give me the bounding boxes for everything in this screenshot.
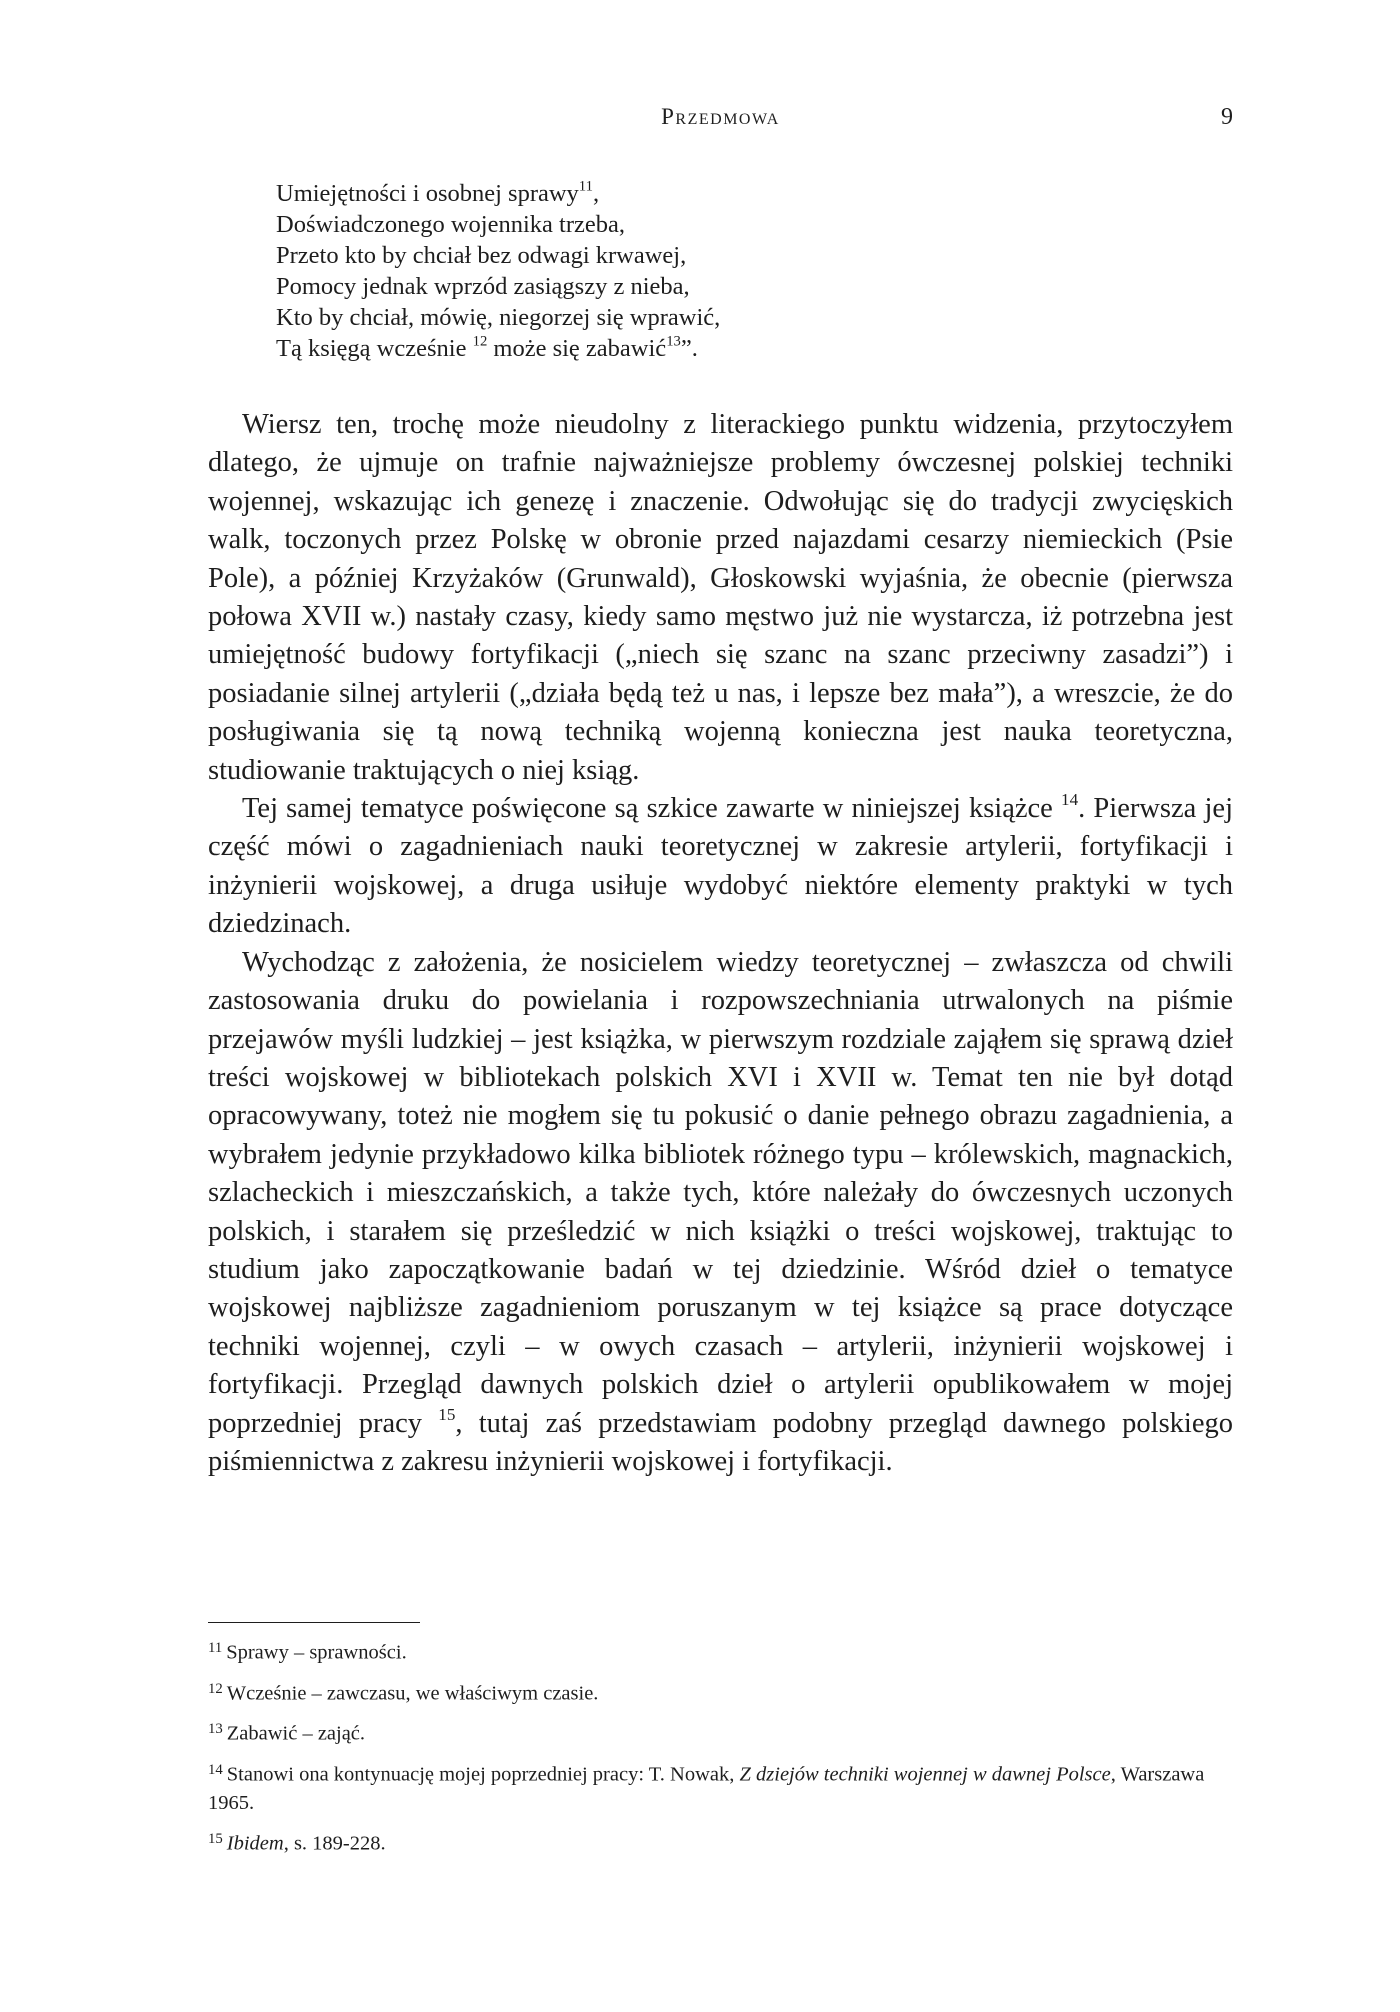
poem-line <box>276 333 1076 364</box>
poem-line-tail: , <box>592 180 600 207</box>
poem-line-tail: może się zabawić <box>487 335 667 362</box>
paragraph: Wiersz ten, trochę może nieudolny z literackiego punktu widzenia, przytoczyłem dlatego, że ujmuje on trafnie najważniejsze problemy ówczesnej polskiej techniki wojennej, wskazując ich genezę i znaczenie. Odwołując się do tradycji zwycięskich walk, toczonych przez Polskę w obronie przed najazdami cesarzy niemieckich (Psie Pole), a później Krzyżaków (Grunwald), Głoskowski wyjaśnia, że obecnie (pierwsza połowa XVII w.) nastały czasy, kiedy samo męstwo już nie wystarcza, iż potrzebna jest umiejętność budowy fortyfikacji („niech się szanc na szanc przeciwny zasadzi”) i posiadanie silnej artylerii („działa będą też u nas, i lepsze bez mała”), a wreszcie, że do posługiwania się tą nową techniką wojenną konieczna jest nauka teoretyczna, studiowanie traktujących o niej ksiąg. <box>208 409 1233 786</box>
running-title: Przedmowa <box>661 104 780 129</box>
footnote <box>208 1756 1233 1817</box>
footnote-separator <box>208 1622 420 1623</box>
footnote-ref[interactable]: 13 <box>666 333 681 350</box>
footnote-ref[interactable]: 11 <box>578 178 593 195</box>
page-number: 9 <box>1221 104 1233 130</box>
footnote <box>208 1675 1233 1708</box>
poem-line <box>276 178 1076 209</box>
footnote <box>208 1825 1233 1858</box>
footnote-number: 13 <box>208 1721 223 1738</box>
footnote-ref[interactable]: 15 <box>438 1404 456 1424</box>
book-title: Z dziejów techniki wojennej w dawnej Polsce <box>739 1763 1111 1786</box>
footnote-text: Zabawić – zająć. <box>226 1722 366 1745</box>
poem-line-text: Umiejętności i osobnej sprawy <box>276 180 579 207</box>
ibidem-label: Ibidem <box>226 1832 284 1855</box>
running-head <box>208 104 1233 134</box>
footnote-text: , s. 189-228. <box>283 1832 386 1855</box>
footnote <box>208 1634 1233 1667</box>
poem-line: Przeto kto by chciał bez odwagi krwawej, <box>276 242 687 269</box>
footnote-number: 12 <box>208 1680 223 1697</box>
footnote <box>208 1715 1233 1748</box>
footnote-text: Sprawy – sprawności. <box>226 1641 407 1664</box>
footnote-number: 15 <box>208 1830 223 1847</box>
footnotes <box>208 1634 1233 1865</box>
footnote-text: Wcześnie – zawczasu, we właściwym czasie. <box>226 1682 599 1705</box>
footnote-ref[interactable]: 12 <box>472 333 488 350</box>
paragraph <box>208 944 1233 1482</box>
main-text <box>208 406 1233 1481</box>
paragraph-text: Tej samej tematyce poświęcone są szkice zawarte w niniejszej książce <box>242 793 1053 825</box>
poem-line: Doświadczonego wojennika trzeba, <box>276 211 625 238</box>
poem-line: Kto by chciał, mówię, niegorzej się wprawić, <box>276 304 721 331</box>
paragraph-text: Wychodząc z założenia, że nosicielem wiedzy teoretycznej – zwłaszcza od chwili zastosowania druku do powielania i rozpowszechniania utrwalonych na piśmie przejawów myśli ludzkiej – jest książka, w pierwszym rozdziale zająłem się sprawą dzieł treści wojskowej w bibliotekach polskich XVI i XVII w. Temat ten nie był dotąd opracowywany, toteż nie mogłem się tu pokusić o danie pełnego obrazu zagadnienia, a wybrałem jedynie przykładowo kilka bibliotek różnego typu – królewskich, magnackich, szlacheckich i mieszczańskich, a także tych, które należały do ówczesnych uczonych polskich, i starałem się prześledzić w nich książki o treści wojskowej, traktując to studium jako zapoczątkowanie badań w tej dziedzinie. Wśród dzieł o tematyce wojskowej najbliższe zagadnieniom poruszanym w tej książce są prace dotyczące techniki wojennej, czyli – w owych czasach – artylerii, inżynierii wojskowej i fortyfikacji. Przegląd dawnych polskich dzieł o artylerii opublikowałem w mojej poprzedniej pracy <box>208 946 1233 1439</box>
paragraph-text: , tutaj zaś przedstawiam podobny przegląd dawnego polskiego piśmiennictwa z zakresu inżynierii wojskowej i fortyfikacji. <box>208 1407 1233 1477</box>
footnote-text: , Warszawa 1965. <box>208 1763 1205 1814</box>
footnote-number: 11 <box>208 1640 223 1656</box>
poem-line: Pomocy jednak wprzód zasiągszy z nieba, <box>276 273 690 300</box>
footnote-text: Stanowi ona kontynuację mojej poprzedniej pracy: T. Nowak, <box>226 1763 740 1786</box>
footnote-ref[interactable]: 14 <box>1061 790 1079 810</box>
poem-line-text: Tą księgą wcześnie <box>276 335 467 362</box>
paragraph <box>208 790 1233 944</box>
footnote-number: 14 <box>208 1761 223 1778</box>
poem-quote <box>276 178 1076 364</box>
paragraph-text: . Pierwsza jej część mówi o zagadnieniach nauki teoretycznej w zakresie artylerii, fortyfikacji i inżynierii wojskowej, a druga usiłuje wydobyć niektóre elementy praktyki w tych dziedzinach. <box>208 793 1233 940</box>
poem-line-tail: ”. <box>680 335 698 362</box>
